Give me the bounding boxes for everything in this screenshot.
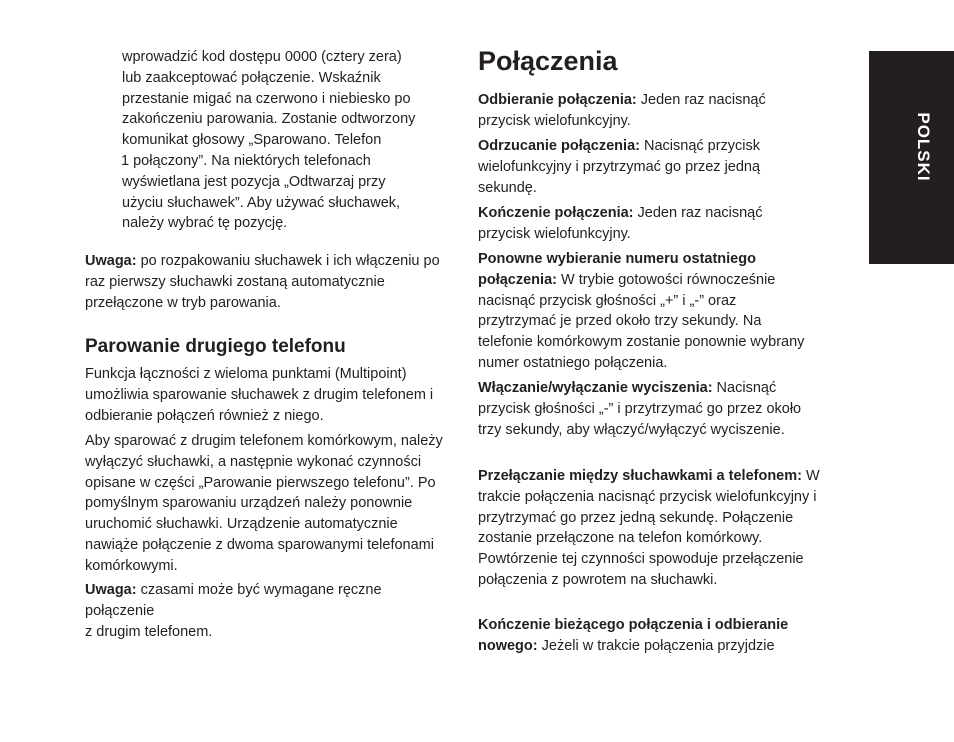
call-item-text: Jeden raz nacisnąć przycisk wielofunkcyjny.: [478, 205, 763, 242]
language-tab-label: POLSKI: [914, 112, 933, 182]
intro-line: zakończeniu parowania. Zostanie odtworzony: [122, 111, 416, 128]
section-heading-calls: Połączenia: [478, 46, 618, 76]
intro-line: wprowadzić kod dostępu 0000 (cztery zera): [122, 49, 402, 65]
call-item-text: W trakcie połączenia nacisnąć przycisk wielofunkcyjny i przytrzymać go przez jedną sekundę. Połączenie zostanie przełączone na telefon komórkowy. Powtórzenie tej czynności spowoduje przełączenie połączenia z powrotem na słuchawki.: [478, 468, 820, 588]
call-item: [478, 136, 808, 198]
note-text: czasami może być wymagane ręczne: [136, 582, 382, 598]
call-item: [478, 615, 823, 657]
intro-line: lub zaakceptować połączenie. Wskaźnik: [122, 69, 381, 86]
note-text: po rozpakowaniu słuchawek i ich włączeniu po raz pierwszy słuchawki zostaną automatycznie przełączone w tryb parowania.: [85, 253, 440, 311]
section-heading-second-phone: Parowanie drugiego telefonu: [85, 336, 346, 357]
call-item-label: Włączanie/wyłączanie wyciszenia:: [478, 380, 713, 396]
call-item: [478, 378, 818, 440]
intro-line: 1 połączony”. Na niektórych telefonach: [121, 152, 371, 169]
call-item-label: Odbieranie połączenia:: [478, 92, 637, 108]
call-item-text: Jeżeli w trakcie połączenia przyjdzie: [537, 637, 775, 654]
call-item-label: Kończenie bieżącego połączenia i odbieranie nowego:: [478, 617, 789, 654]
multipoint-paragraph: Funkcja łączności z wieloma punktami (Multipoint) umożliwia sparowanie słuchawek z drugim telefonem i odbieranie połączeń również z niego.: [85, 366, 434, 424]
call-item-text: W trybie gotowości równocześnie nacisnąć przycisk głośności „+” i „-” oraz przytrzymać je przed około trzy sekundy. Na telefonie komórkowym zostanie ponownie wybrany numer ostatniego połączenia.: [478, 271, 805, 371]
note-text: połączenie: [85, 602, 155, 619]
call-item-label: Kończenie połączenia:: [478, 205, 634, 221]
intro-line: wyświetlana jest pozycja „Odtwarzaj przy: [122, 173, 386, 190]
language-tab: [869, 51, 954, 264]
intro-line: komunikat głosowy „Sparowano. Telefon: [122, 132, 382, 149]
call-item: [478, 203, 798, 245]
call-item-text: Jeden raz nacisnąć przycisk wielofunkcyjny.: [478, 92, 766, 129]
intro-line: użyciu słuchawek”. Aby używać słuchawek,: [122, 194, 401, 211]
call-item: [478, 249, 808, 374]
note-label: Uwaga:: [85, 253, 137, 269]
intro-line: przestanie migać na czerwono i niebiesko po: [122, 90, 411, 107]
note-pairing-mode: [85, 251, 455, 313]
note-text: z drugim telefonem.: [85, 623, 213, 640]
intro-line: należy wybrać tę pozycję.: [122, 215, 288, 232]
call-item-text: Nacisnąć przycisk wielofunkcyjny i przytrzymać go przez jedną sekundę.: [478, 138, 761, 196]
call-item-label: Przełączanie między słuchawkami a telefonem:: [478, 468, 802, 484]
second-phone-paragraph: Aby sparować z drugim telefonem komórkowym, należy wyłączyć słuchawki, a następnie wykonać czynności opisane w części „Parowanie pierwszego telefonu”. Po pomyślnym sparowaniu urządzeń należy ponownie uruchomić słuchawki. Urządzenie automatycznie nawiąże połączenie z dwoma sparowanymi telefonami komórkowymi.: [85, 433, 443, 574]
call-item: [478, 90, 798, 132]
call-item-text: Nacisnąć przycisk głośności „-” i przytrzymać go przez około trzy sekundy, aby włączyć/wyłączyć wyciszenie.: [478, 380, 802, 438]
note-manual-connect: [85, 580, 445, 642]
call-item-label: Odrzucanie połączenia:: [478, 138, 640, 154]
call-item-label: Ponowne wybieranie numeru ostatniego połączenia:: [478, 251, 756, 288]
pairing-instructions-continued: [122, 47, 452, 234]
note-label: Uwaga:: [85, 582, 137, 598]
call-item: [478, 466, 833, 591]
